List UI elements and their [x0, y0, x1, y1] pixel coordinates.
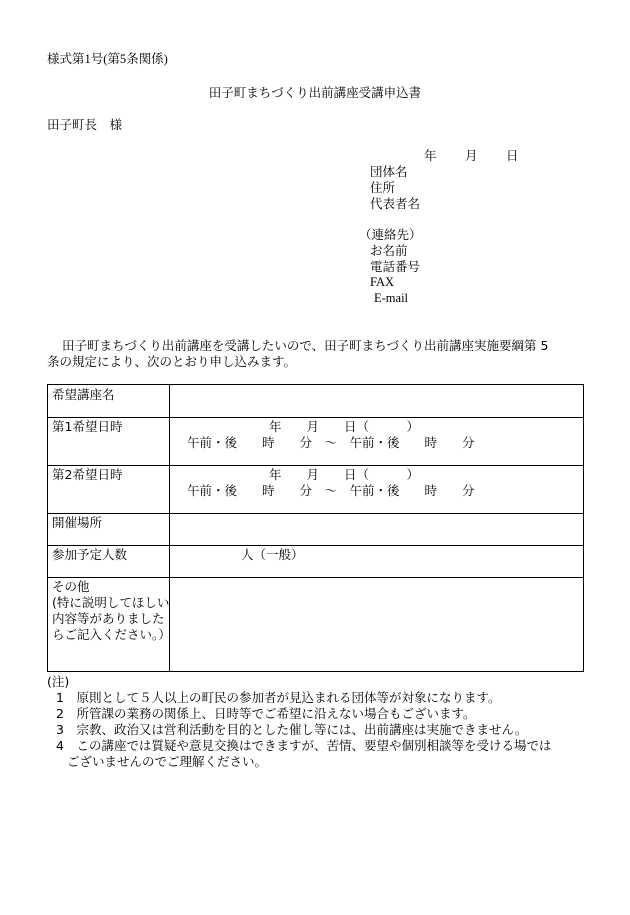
table-row-divider: [48, 417, 583, 418]
second-choice-label: 第2希望日時: [52, 467, 123, 482]
addressee: 田子町長 様: [47, 117, 123, 132]
course-label: 希望講座名: [52, 387, 115, 402]
note-item-3: 3 宗教、政治又は営利活動を目的とした催し等には、出前講座は実施できません。: [56, 722, 528, 737]
body-text-line-1: 田子町まちづくり出前講座を受講したいので、田子町まちづくり出前講座実施要綱第 5: [62, 338, 549, 353]
contact-fax-label: FAX: [370, 275, 395, 289]
note-item-4: 4 この講座では質疑や意見交換はできますが、苦情、要望や個別相談等を受ける場では: [56, 738, 552, 753]
address-label: 住所: [370, 180, 396, 195]
first-choice-time-line: 午前・後 時 分 ～ 午前・後 時 分: [187, 435, 475, 450]
participants-label: 参加予定人数: [52, 547, 128, 562]
date-month: 月: [465, 148, 478, 163]
table-row-divider: [48, 545, 583, 546]
contact-name-label: お名前: [370, 243, 408, 258]
form-number: 様式第1号(第5条関係): [47, 52, 168, 66]
second-choice-time-line: 午前・後 時 分 ～ 午前・後 時 分: [187, 483, 475, 498]
date-year: 年: [424, 148, 437, 163]
venue-label: 開催場所: [52, 515, 103, 530]
contact-heading: （連絡先）: [359, 227, 422, 242]
date-day: 日: [506, 148, 519, 163]
application-table: [47, 384, 584, 672]
document-title: 田子町まちづくり出前講座受講申込書: [208, 85, 422, 100]
participants-unit: 人（一般）: [241, 547, 304, 562]
notes-heading: (注): [47, 674, 70, 689]
contact-phone-label: 電話番号: [370, 259, 421, 274]
note-item-1: 1 原則として５人以上の町民の参加者が見込まれる団体等が対象になります。: [56, 690, 501, 705]
table-row-divider: [48, 577, 583, 578]
representative-label: 代表者名: [370, 196, 421, 211]
contact-email-label: E-mail: [374, 291, 409, 305]
note-item-4-continued: ございませんのでご理解ください。: [67, 754, 268, 769]
table-row-divider: [48, 513, 583, 514]
second-choice-date-line: 年 月 日（ ）: [269, 467, 420, 482]
other-label: その他 (特に説明してほしい内容等がありましたらご記入ください。）: [52, 579, 171, 642]
note-item-2: 2 所管課の業務の関係上、日時等でご希望に沿えない場合もございます。: [56, 706, 476, 721]
first-choice-date-line: 年 月 日（ ）: [269, 419, 420, 434]
group-name-label: 団体名: [370, 164, 408, 179]
first-choice-label: 第1希望日時: [52, 419, 123, 434]
body-text-line-2: 条の規定により、次のとおり申し込みます。: [47, 354, 297, 369]
table-row-divider: [48, 465, 583, 466]
